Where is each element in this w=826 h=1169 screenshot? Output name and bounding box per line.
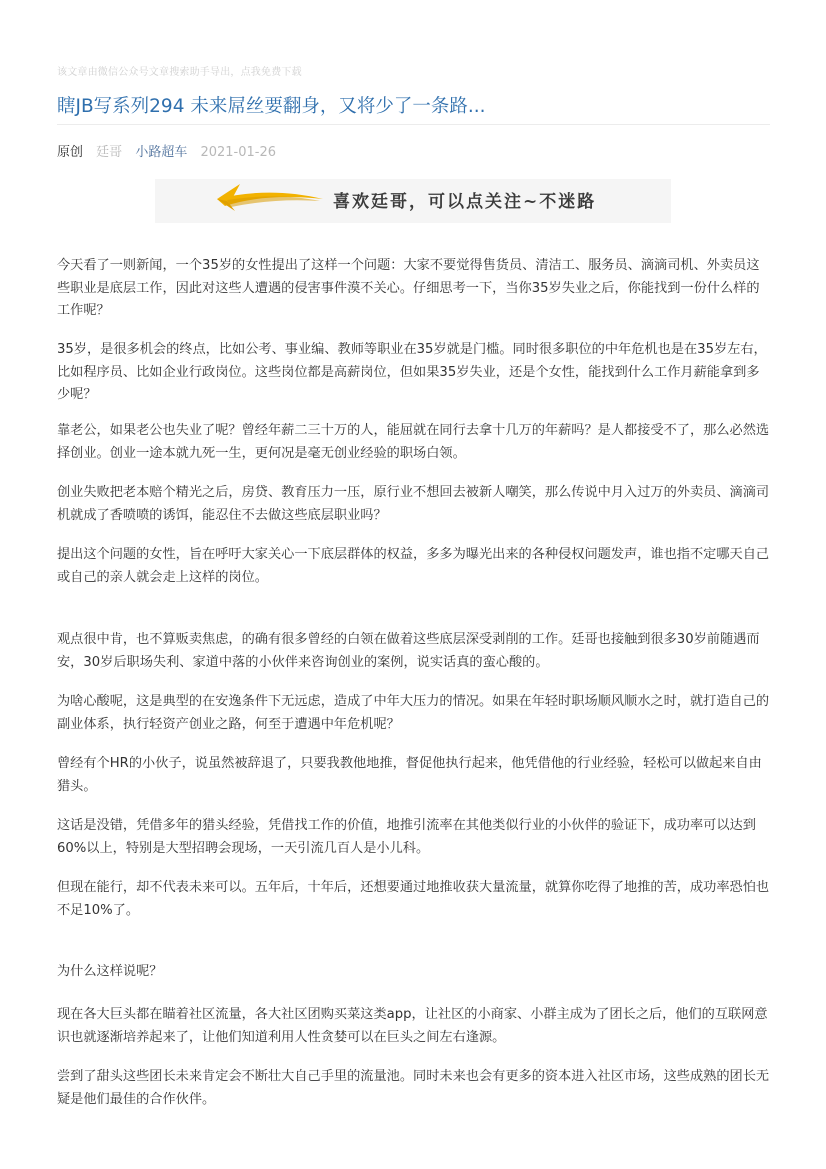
paragraph: 为什么这样说呢？: [57, 964, 163, 979]
paragraph: 靠老公，如果老公也失业了呢？曾经年薪二三十万的人，能屈就在同行去拿十几万的年薪吗？是人都接受不了，那么必然选择创业。创业一途本就九死一生，更何况是毫无创业经验的职场白领。: [57, 423, 770, 461]
paragraph: 现在各大巨头都在瞄着社区流量，各大社区团购买菜这类app，让社区的小商家、小群主成为了团长之后，他们的互联网意识也就逐渐培养起来了，让他们知道利用人性贪婪可以在巨头之间左右逢源。: [57, 1007, 768, 1045]
original-tag: 原创: [57, 145, 84, 160]
account-name-link[interactable]: 小路超车: [135, 145, 188, 160]
paragraph: 提出这个问题的女性，旨在呼吁大家关心一下底层群体的权益，多多为曝光出来的各种侵权问题发声，谁也指不定哪天自己或自己的亲人就会走上这样的岗位。: [57, 547, 770, 585]
title-divider: [57, 124, 770, 125]
paragraph: 尝到了甜头这些团长未来肯定会不断壮大自己手里的流量池。同时未来也会有更多的资本进入社区市场，这些成熟的团长无疑是他们最佳的合作伙伴。: [57, 1069, 770, 1107]
paragraph: 观点很中肯，也不算贩卖焦虑，的确有很多曾经的白领在做着这些底层深受剥削的工作。廷哥也接触到很多30岁前随遇而安，30岁后职场失利、家道中落的小伙伴来咨询创业的案例，说实话真的蛮心酸的。: [57, 632, 760, 670]
paragraph: 35岁，是很多机会的终点，比如公考、事业编、教师等职业在35岁就是门槛。同时很多职位的中年危机也是在35岁左右，比如程序员、比如企业行政岗位。这些岗位都是高薪岗位，但如果35岁失业，还是个女性，能找到什么工作月薪能拿到多少呢？: [57, 342, 767, 402]
follow-banner: [155, 179, 671, 223]
article-meta: [57, 141, 285, 160]
paragraph: 这话是没错，凭借多年的猎头经验，凭借找工作的价值，地推引流率在其他类似行业的小伙伴的验证下，成功率可以达到60%以上，特别是大型招聘会现场，一天引流几百人是小儿科。: [57, 818, 756, 856]
banner-text: 喜欢廷哥，可以点关注~不迷路: [333, 192, 597, 212]
paragraph: 但现在能行，却不代表未来可以。五年后，十年后，还想要通过地推收获大量流量，就算你吃得了地推的苦，成功率恐怕也不足10%了。: [57, 880, 770, 918]
paragraph: 今天看了一则新闻，一个35岁的女性提出了这样一个问题：大家不要觉得售货员、清洁工、服务员、滴滴司机、外卖员这些职业是底层工作，因此对这些人遭遇的侵害事件漠不关心。仔细思考一下，当你35岁失业之后，你能找到一份什么样的工作呢？: [57, 258, 760, 318]
paragraph: 为啥心酸呢，这是典型的在安逸条件下无远虑，造成了中年大压力的情况。如果在年轻时职场顺风顺水之时，就打造自己的副业体系，执行轻资产创业之路，何至于遭遇中年危机呢？: [57, 694, 770, 732]
paragraph: 曾经有个HR的小伙子，说虽然被辞退了，只要我教他地推，督促他执行起来，他凭借他的行业经验，轻松可以做起来自由猎头。: [57, 756, 762, 794]
paragraph: 创业失败把老本赔个精光之后，房贷、教育压力一压，原行业不想回去被新人嘲笑，那么传说中月入过万的外卖员、滴滴司机就成了香喷喷的诱饵，能忍住不去做这些底层职业吗？: [57, 485, 770, 523]
publish-date: 2021-01-26: [200, 145, 277, 160]
article-title: 瞎JB写系列294 未来屌丝要翻身，又将少了一条路...: [57, 96, 486, 117]
export-note-link[interactable]: 该文章由微信公众号文章搜索助手导出，点我免费下载: [57, 67, 302, 78]
arrow-icon: [155, 179, 330, 223]
author-name: 廷哥: [96, 145, 123, 160]
